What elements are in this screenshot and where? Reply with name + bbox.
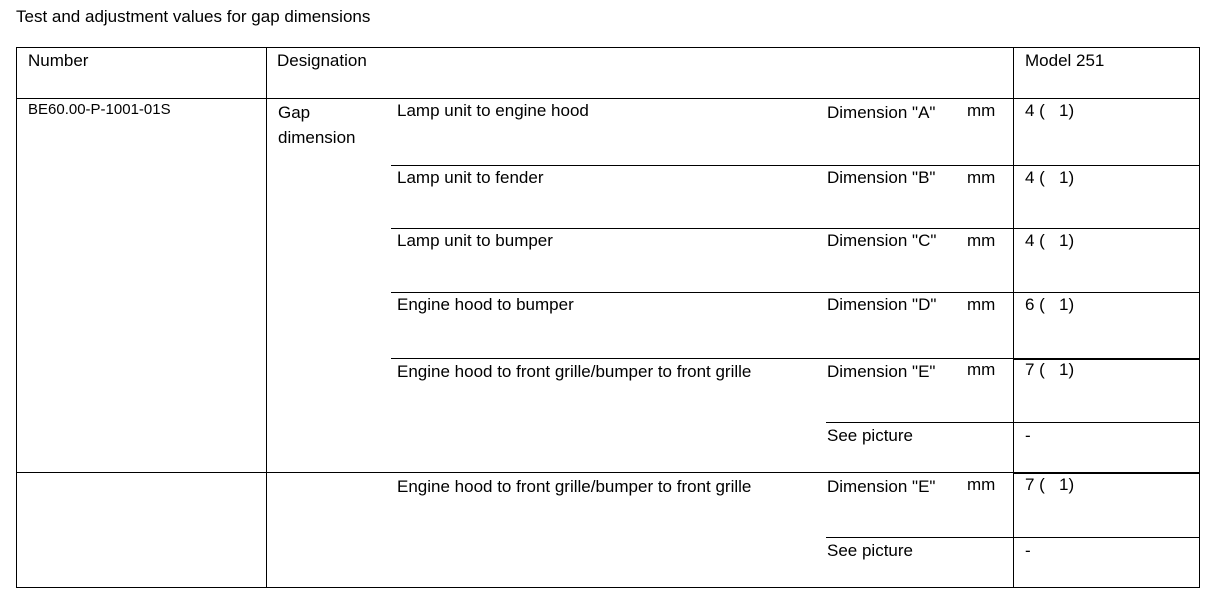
row-value: 7 ( 1) bbox=[1025, 360, 1075, 379]
row-designation: Engine hood to front grille/bumper to front grille bbox=[397, 477, 752, 496]
table-border-left bbox=[16, 47, 17, 588]
row-separator bbox=[826, 537, 1200, 538]
row-designation: Engine hood to front grille/bumper to front grille bbox=[397, 362, 752, 381]
header-model: Model 251 bbox=[1025, 51, 1105, 70]
number-cell: BE60.00-P-1001-01S bbox=[28, 101, 171, 118]
column-divider-model bbox=[1013, 47, 1014, 588]
row-value: 7 ( 1) bbox=[1025, 475, 1075, 494]
row-dimension: Dimension "D" bbox=[827, 295, 937, 314]
table-border-right bbox=[1199, 47, 1200, 588]
row-dimension: Dimension "A" bbox=[827, 103, 936, 122]
row-unit: mm bbox=[967, 231, 996, 250]
header-separator bbox=[16, 98, 1200, 99]
row-dimension: See picture bbox=[827, 426, 913, 445]
table-border-bottom bbox=[16, 587, 1200, 588]
row-dimension: Dimension "E" bbox=[827, 477, 936, 496]
row-separator bbox=[391, 165, 1200, 166]
row-value: 4 ( 1) bbox=[1025, 101, 1075, 120]
row-unit: mm bbox=[967, 295, 996, 314]
header-designation: Designation bbox=[277, 51, 367, 70]
row-designation: Engine hood to bumper bbox=[397, 295, 574, 314]
column-divider-number bbox=[266, 47, 267, 588]
row-designation: Lamp unit to fender bbox=[397, 168, 544, 187]
row-value: 4 ( 1) bbox=[1025, 168, 1075, 187]
row-dimension: Dimension "C" bbox=[827, 231, 937, 250]
row-separator bbox=[391, 228, 1200, 229]
document-title: Test and adjustment values for gap dimensions bbox=[16, 7, 371, 26]
row-separator bbox=[391, 292, 1200, 293]
row-dimension: Dimension "B" bbox=[827, 168, 936, 187]
row-separator bbox=[826, 422, 1200, 423]
row-unit: mm bbox=[967, 101, 996, 120]
row-dimension: Dimension "E" bbox=[827, 362, 936, 381]
group-label: Gap dimension bbox=[278, 103, 356, 147]
row-designation: Lamp unit to bumper bbox=[397, 231, 553, 250]
header-number: Number bbox=[28, 51, 89, 70]
row-unit: mm bbox=[967, 360, 996, 379]
row-dimension: See picture bbox=[827, 541, 913, 560]
row-designation: Lamp unit to engine hood bbox=[397, 101, 589, 120]
row-value: 6 ( 1) bbox=[1025, 295, 1075, 314]
row-unit: mm bbox=[967, 475, 996, 494]
row-unit: mm bbox=[967, 168, 996, 187]
row-value: - bbox=[1025, 426, 1031, 445]
row-value: - bbox=[1025, 541, 1031, 560]
table-border-top bbox=[16, 47, 1200, 48]
row-value: 4 ( 1) bbox=[1025, 231, 1075, 250]
